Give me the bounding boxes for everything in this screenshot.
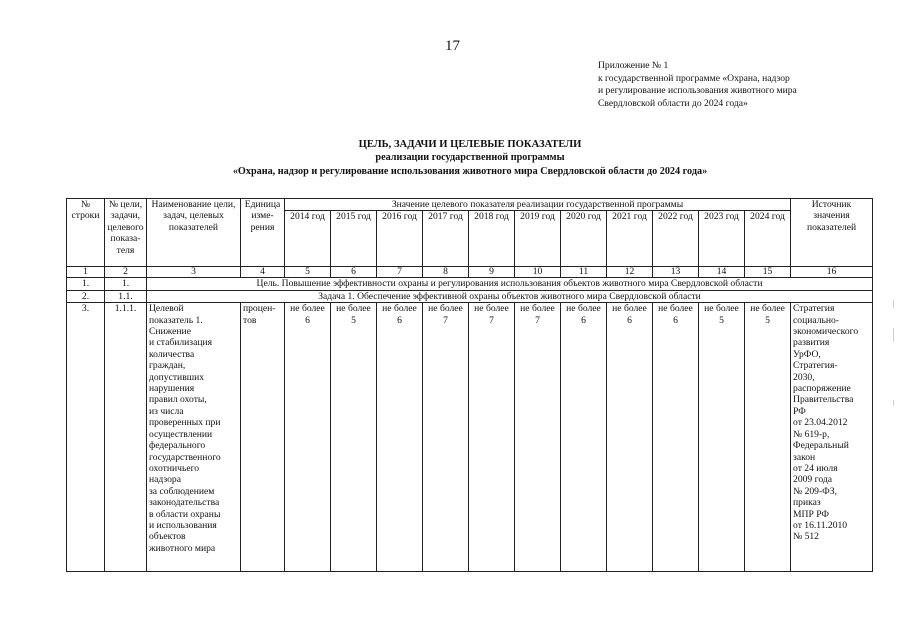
header-row bbox=[67, 199, 873, 211]
indicator-name-line: осуществлении bbox=[149, 428, 213, 440]
task-row-number: 2. bbox=[67, 290, 105, 302]
header-year: 2022 год bbox=[653, 211, 699, 267]
indicator-source-line: УрФО, bbox=[793, 348, 821, 360]
indicator-source-line: социально- bbox=[793, 314, 839, 326]
indicator-value-2021 bbox=[607, 303, 653, 572]
indicator-name-line: допустивших bbox=[149, 371, 205, 383]
header-unit: Единица изме- рения bbox=[241, 199, 285, 267]
indicator-name-line: законодательства bbox=[149, 497, 220, 509]
value-number: 6 bbox=[581, 314, 586, 326]
indicator-name bbox=[147, 303, 241, 572]
indicator-name-line: объектов bbox=[149, 531, 186, 543]
header-year: 2016 год bbox=[377, 211, 423, 267]
value-number: 7 bbox=[489, 314, 494, 326]
indicator-value-2018 bbox=[469, 303, 515, 572]
indicator-value-2022 bbox=[653, 303, 699, 572]
indicator-name-line: показатель 1. bbox=[149, 314, 203, 326]
header-values-group: Значение целевого показателя реализации государственной программы bbox=[285, 199, 791, 211]
indicator-value-2023 bbox=[699, 303, 745, 572]
scan-edge-mark bbox=[893, 400, 894, 406]
title-line-3: «Охрана, надзор и регулирование использования животного мира Свердловской области до 2024 года» bbox=[232, 165, 708, 177]
indicator-source-line: Стратегия- bbox=[793, 360, 838, 372]
indicator-source-line: закон bbox=[793, 451, 816, 463]
indicator-source-line: РФ bbox=[793, 405, 806, 417]
column-number: 8 bbox=[423, 267, 469, 278]
indicator-value-2014 bbox=[285, 303, 331, 572]
value-prefix: не более bbox=[428, 303, 463, 315]
column-number: 13 bbox=[653, 267, 699, 278]
scan-edge-mark bbox=[893, 328, 894, 342]
indicator-name-line: из числа bbox=[149, 405, 184, 417]
column-number: 15 bbox=[745, 267, 791, 278]
column-number: 16 bbox=[791, 267, 873, 278]
indicator-name-line: количества bbox=[149, 348, 195, 360]
column-number: 7 bbox=[377, 267, 423, 278]
header-year: 2018 год bbox=[469, 211, 515, 267]
value-prefix: не более bbox=[704, 303, 739, 315]
indicator-source bbox=[791, 303, 873, 572]
indicator-source-line: № 512 bbox=[793, 531, 819, 543]
value-prefix: не более bbox=[566, 303, 601, 315]
indicator-unit bbox=[241, 303, 285, 572]
indicator-name-line: Целевой bbox=[149, 303, 184, 315]
indicator-name-line: Снижение bbox=[149, 326, 191, 338]
header-goal-number: № цели, задачи, целевого показа- теля bbox=[105, 199, 147, 267]
column-number-row bbox=[67, 267, 873, 278]
indicator-name-line: охотничьего bbox=[149, 462, 200, 474]
column-number: 11 bbox=[561, 267, 607, 278]
indicator-source-line: 2009 года bbox=[793, 474, 832, 486]
appendix-note bbox=[598, 60, 898, 110]
indicator-source-line: Федеральный bbox=[793, 440, 849, 452]
indicator-name-line: за соблюдением bbox=[149, 485, 215, 497]
header-year: 2021 год bbox=[607, 211, 653, 267]
column-number: 5 bbox=[285, 267, 331, 278]
task-row bbox=[67, 290, 873, 302]
indicator-value-2015 bbox=[331, 303, 377, 572]
value-prefix: не более bbox=[520, 303, 555, 315]
value-prefix: не более bbox=[336, 303, 371, 315]
column-number: 14 bbox=[699, 267, 745, 278]
page-number: 17 bbox=[445, 38, 460, 54]
indicator-row bbox=[67, 303, 873, 572]
header-source: Источник значения показателей bbox=[791, 199, 873, 267]
value-number: 5 bbox=[765, 314, 770, 326]
header-year: 2024 год bbox=[745, 211, 791, 267]
indicator-unit-line: процен- bbox=[243, 303, 276, 315]
value-number: 6 bbox=[305, 314, 310, 326]
indicator-name-line: граждан, bbox=[149, 360, 186, 372]
column-number: 12 bbox=[607, 267, 653, 278]
indicator-source-line: Стратегия bbox=[793, 303, 835, 315]
indicator-name-line: федерального bbox=[149, 440, 206, 452]
value-number: 7 bbox=[443, 314, 448, 326]
column-number: 10 bbox=[515, 267, 561, 278]
header-year: 2020 год bbox=[561, 211, 607, 267]
indicator-name-line: государственного bbox=[149, 451, 221, 463]
header-year: 2015 год bbox=[331, 211, 377, 267]
value-prefix: не более bbox=[474, 303, 509, 315]
task-code: 1.1. bbox=[105, 290, 147, 302]
indicator-value-2016 bbox=[377, 303, 423, 572]
indicator-source-line: распоряжение bbox=[793, 383, 851, 395]
indicator-source-line: экономического bbox=[793, 326, 859, 338]
appendix-line: к государственной программе «Охрана, надзор bbox=[598, 72, 790, 84]
indicator-source-line: Правительства bbox=[793, 394, 854, 406]
column-number: 2 bbox=[105, 267, 147, 278]
appendix-line: Приложение № 1 bbox=[598, 60, 669, 71]
title-line-2: реализации государственной программы bbox=[375, 152, 565, 164]
value-number: 6 bbox=[627, 314, 632, 326]
value-number: 6 bbox=[397, 314, 402, 326]
value-prefix: не более bbox=[382, 303, 417, 315]
indicator-source-line: № 209-ФЗ, bbox=[793, 485, 837, 497]
indicator-name-line: и стабилизация bbox=[149, 337, 213, 349]
indicator-row-number: 3. bbox=[67, 303, 105, 572]
indicator-value-2017 bbox=[423, 303, 469, 572]
goal-text: Цель. Повышение эффективности охраны и регулирования использования объектов животного мира Свердловской области bbox=[147, 278, 873, 290]
value-number: 5 bbox=[351, 314, 356, 326]
header-year: 2014 год bbox=[285, 211, 331, 267]
task-text: Задача 1. Обеспечение эффективной охраны объектов животного мира Свердловской области bbox=[147, 290, 873, 302]
goal-row-number: 1. bbox=[67, 278, 105, 290]
column-number: 1 bbox=[67, 267, 105, 278]
indicator-source-line: МПР РФ bbox=[793, 508, 829, 520]
indicator-source-line: от 24 июля bbox=[793, 462, 838, 474]
indicator-name-line: проверенных при bbox=[149, 417, 221, 429]
indicator-source-line: приказ bbox=[793, 497, 821, 509]
value-number: 7 bbox=[535, 314, 540, 326]
header-year: 2017 год bbox=[423, 211, 469, 267]
header-row-number: № строки bbox=[67, 199, 105, 267]
column-number: 3 bbox=[147, 267, 241, 278]
value-prefix: не более bbox=[612, 303, 647, 315]
indicator-source-line: 2030, bbox=[793, 371, 815, 383]
document-title bbox=[60, 138, 880, 178]
indicator-source-line: развития bbox=[793, 337, 830, 349]
header-name: Наименование цели, задач, целевых показателей bbox=[147, 199, 241, 267]
column-number: 6 bbox=[331, 267, 377, 278]
indicator-source-line: от 23.04.2012 bbox=[793, 417, 848, 429]
indicator-name-line: правил охоты, bbox=[149, 394, 207, 406]
indicator-unit-line: тов bbox=[243, 314, 257, 326]
indicator-name-line: и использования bbox=[149, 519, 217, 531]
indicator-name-line: нарушения bbox=[149, 383, 195, 395]
header-year: 2019 год bbox=[515, 211, 561, 267]
indicator-value-2024 bbox=[745, 303, 791, 572]
appendix-line: Свердловской области до 2024 года» bbox=[598, 97, 748, 109]
indicators-table bbox=[66, 198, 873, 572]
indicator-source-line: № 619-р, bbox=[793, 428, 830, 440]
scan-edge-mark bbox=[893, 300, 894, 308]
indicator-name-line: в области охраны bbox=[149, 508, 221, 520]
goal-row bbox=[67, 278, 873, 290]
indicator-value-2020 bbox=[561, 303, 607, 572]
value-prefix: не более bbox=[750, 303, 785, 315]
column-number: 4 bbox=[241, 267, 285, 278]
indicator-source-line: от 16.11.2010 bbox=[793, 519, 848, 531]
value-prefix: не более bbox=[658, 303, 693, 315]
indicator-code: 1.1.1. bbox=[105, 303, 147, 572]
value-prefix: не более bbox=[290, 303, 325, 315]
indicator-name-line: животного мира bbox=[149, 542, 216, 554]
indicator-name-line: надзора bbox=[149, 474, 181, 486]
title-line-1: ЦЕЛЬ, ЗАДАЧИ И ЦЕЛЕВЫЕ ПОКАЗАТЕЛИ bbox=[358, 139, 582, 150]
column-number: 9 bbox=[469, 267, 515, 278]
header-year: 2023 год bbox=[699, 211, 745, 267]
appendix-line: и регулирование использования животного мира bbox=[598, 85, 797, 96]
indicator-value-2019 bbox=[515, 303, 561, 572]
value-number: 5 bbox=[719, 314, 724, 326]
goal-code: 1. bbox=[105, 278, 147, 290]
value-number: 6 bbox=[673, 314, 678, 326]
